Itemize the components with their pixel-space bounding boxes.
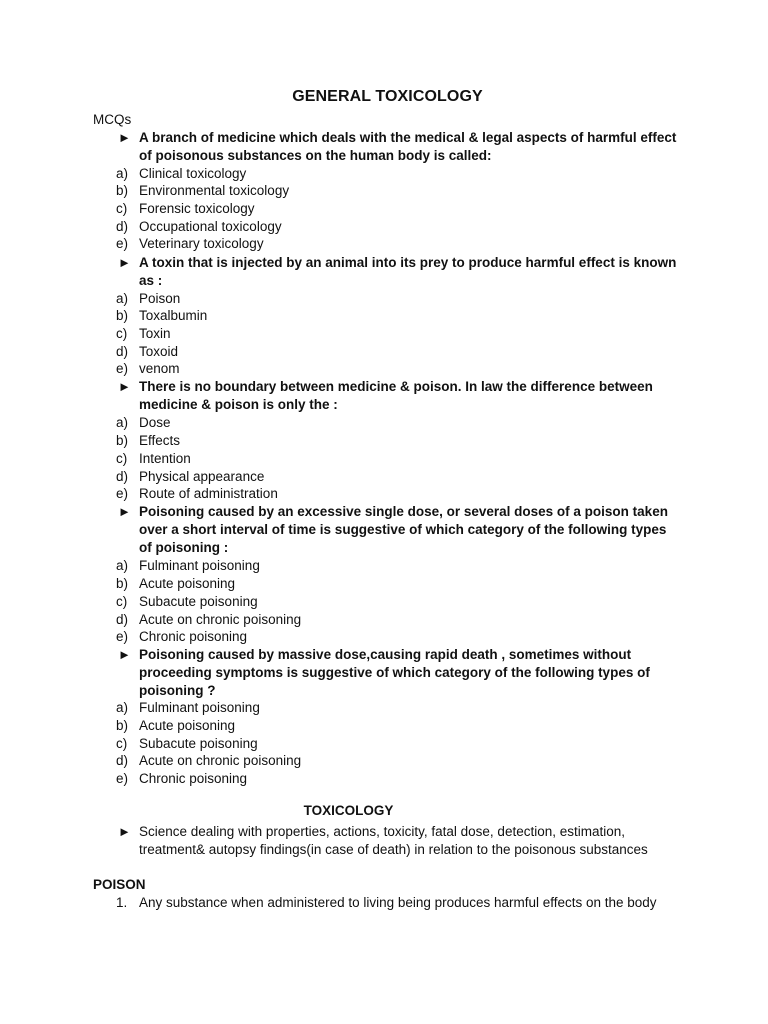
option-b [116, 182, 289, 200]
question-text: Poisoning caused by massive dose,causing rapid death , sometimes without proceeding symptoms is suggestive of which category of the following types of poisoning ? [139, 647, 650, 698]
bullet-arrow-icon: ► [118, 824, 131, 839]
option-letter: d) [116, 219, 129, 234]
option-c [116, 450, 191, 468]
question-5 [118, 646, 678, 700]
mcq-label: MCQs [93, 112, 132, 127]
option-e [116, 485, 278, 503]
option-c [116, 735, 258, 753]
option-e [116, 628, 247, 646]
bullet-arrow-icon: ► [118, 504, 131, 519]
option-text: Physical appearance [139, 469, 265, 484]
option-a [116, 557, 260, 575]
option-text: Acute poisoning [139, 576, 236, 591]
question-text: A branch of medicine which deals with the medical & legal aspects of harmful effect of poisonous substances on the human body is called: [139, 130, 677, 163]
option-b [116, 432, 180, 450]
option-letter: b) [116, 718, 129, 733]
option-letter: b) [116, 308, 129, 323]
page-title: GENERAL TOXICOLOGY [292, 88, 483, 105]
option-c [116, 200, 255, 218]
option-text: Chronic poisoning [139, 771, 248, 786]
option-c [116, 593, 258, 611]
toxicology-definition [118, 823, 678, 859]
option-letter: c) [116, 451, 128, 466]
option-d [116, 468, 264, 486]
option-letter: c) [116, 201, 128, 216]
option-a [116, 699, 260, 717]
option-letter: c) [116, 594, 128, 609]
section-heading-toxicology: TOXICOLOGY [303, 803, 394, 818]
bullet-arrow-icon: ► [118, 255, 131, 270]
option-b [116, 717, 235, 735]
option-text: Subacute poisoning [139, 594, 258, 609]
option-text: Clinical toxicology [139, 166, 247, 181]
option-text: Toxin [139, 326, 171, 341]
option-a [116, 414, 171, 432]
option-letter: e) [116, 236, 129, 251]
option-letter: a) [116, 291, 129, 306]
option-text: Occupational toxicology [139, 219, 282, 234]
option-letter: a) [116, 166, 129, 181]
question-text: Poisoning caused by an excessive single dose, or several doses of a poison taken over a short interval of time is suggestive of which category of the following types of poisoning : [139, 504, 668, 555]
option-e [116, 360, 180, 378]
option-text: Environmental toxicology [139, 183, 290, 198]
option-text: Toxalbumin [139, 308, 208, 323]
question-text: There is no boundary between medicine & poison. In law the difference between medicine & poison is only the : [139, 379, 653, 412]
option-text: Dose [139, 415, 171, 430]
option-letter: a) [116, 558, 129, 573]
option-text: Fulminant poisoning [139, 700, 260, 715]
option-e [116, 235, 264, 253]
option-letter: d) [116, 344, 129, 359]
option-letter: d) [116, 753, 129, 768]
item-text: Any substance when administered to living being produces harmful effects on the body [139, 895, 657, 910]
option-text: Acute on chronic poisoning [139, 753, 302, 768]
option-text: Poison [139, 291, 181, 306]
question-text: A toxin that is injected by an animal into its prey to produce harmful effect is known as : [139, 255, 677, 288]
item-number: 1. [116, 895, 128, 910]
option-d [116, 611, 301, 629]
question-1 [118, 129, 678, 165]
option-letter: c) [116, 736, 128, 751]
option-c [116, 325, 171, 343]
option-letter: a) [116, 415, 129, 430]
option-letter: b) [116, 433, 129, 448]
option-d [116, 218, 282, 236]
option-b [116, 575, 235, 593]
option-a [116, 165, 246, 183]
option-e [116, 770, 247, 788]
poison-item-1 [116, 894, 678, 912]
section-heading-poison: POISON [93, 877, 146, 892]
bullet-arrow-icon: ► [118, 130, 131, 145]
option-letter: e) [116, 361, 129, 376]
question-4 [118, 503, 678, 557]
bullet-arrow-icon: ► [118, 379, 131, 394]
option-letter: a) [116, 700, 129, 715]
option-b [116, 307, 207, 325]
option-text: Toxoid [139, 344, 179, 359]
option-text: Veterinary toxicology [139, 236, 264, 251]
option-text: Intention [139, 451, 191, 466]
option-letter: e) [116, 771, 129, 786]
option-d [116, 752, 301, 770]
option-text: Fulminant poisoning [139, 558, 260, 573]
option-text: Acute poisoning [139, 718, 236, 733]
option-text: Chronic poisoning [139, 629, 248, 644]
option-text: venom [139, 361, 180, 376]
question-2 [118, 254, 678, 290]
option-text: Subacute poisoning [139, 736, 258, 751]
option-text: Acute on chronic poisoning [139, 612, 302, 627]
option-d [116, 343, 178, 361]
option-text: Effects [139, 433, 181, 448]
question-3 [118, 378, 678, 414]
option-letter: e) [116, 629, 129, 644]
option-letter: b) [116, 576, 129, 591]
option-letter: d) [116, 612, 129, 627]
option-letter: b) [116, 183, 129, 198]
option-text: Route of administration [139, 486, 278, 501]
option-text: Forensic toxicology [139, 201, 255, 216]
option-letter: e) [116, 486, 129, 501]
option-letter: c) [116, 326, 128, 341]
definition-text: Science dealing with properties, actions, toxicity, fatal dose, detection, estimation, treatment& autopsy findings(in case of death) in relation to the poisonous substances [139, 824, 648, 857]
bullet-arrow-icon: ► [118, 647, 131, 662]
option-a [116, 290, 180, 308]
option-letter: d) [116, 469, 129, 484]
